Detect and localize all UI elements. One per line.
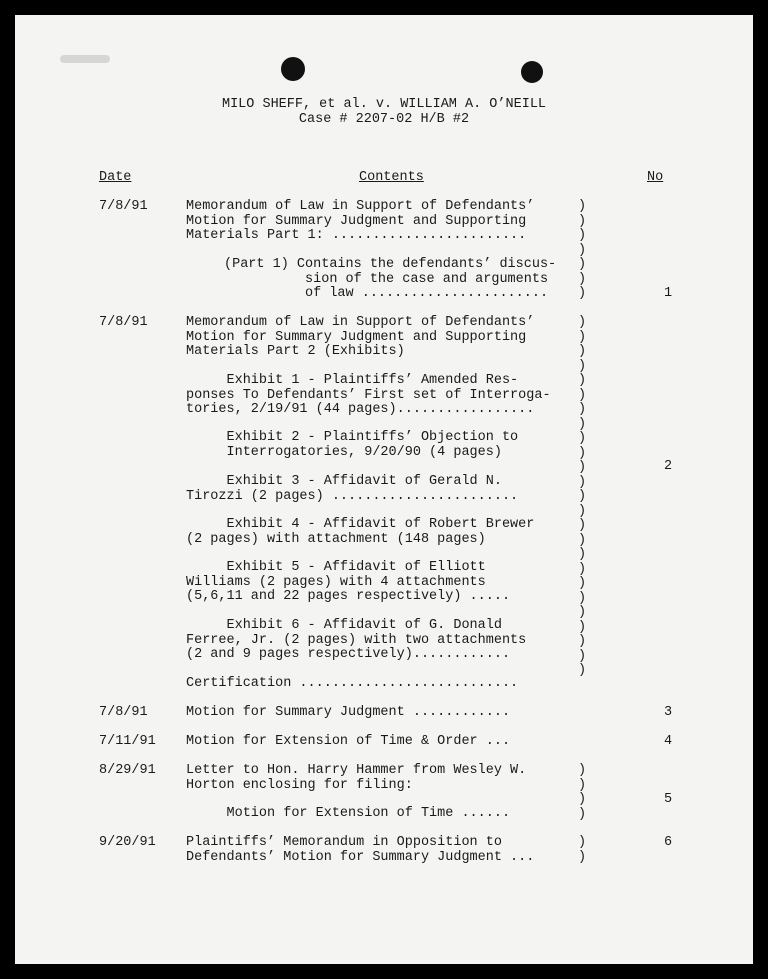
entry-note: (Part 1) Contains the defendants’ discus- sion of the case and arguments of law ....................... bbox=[224, 257, 557, 301]
certification-line: Certification ........................... bbox=[186, 676, 519, 691]
exhibit-item: Exhibit 5 - Affidavit of Elliott Williams (2 pages) with 4 attachments (5,6,11 and 22 pages respectively) ..... bbox=[186, 560, 511, 604]
bracket-column: ) ) ) ) bbox=[578, 763, 587, 822]
punch-hole bbox=[281, 57, 305, 81]
date-column-header: Date bbox=[99, 170, 132, 185]
entry-number: 5 bbox=[664, 792, 673, 807]
exhibit-item: Exhibit 3 - Affidavit of Gerald N. Tirozzi (2 pages) ....................... bbox=[186, 474, 519, 504]
entry-date: 7/8/91 bbox=[99, 315, 148, 330]
exhibit-item: Exhibit 4 - Affidavit of Robert Brewer (2 pages) with attachment (148 pages) bbox=[186, 517, 535, 547]
entry-description: Letter to Hon. Harry Hammer from Wesley W. Horton enclosing for filing: bbox=[186, 763, 527, 793]
entry-description: Motion for Extension of Time & Order ... bbox=[186, 734, 511, 749]
entry-number: 3 bbox=[664, 705, 673, 720]
bracket-column: ) ) ) ) ) ) ) ) ) ) ) ) ) ) ) ) ) ) ) ) ) ) ) ) ) bbox=[578, 315, 587, 678]
entry-number: 4 bbox=[664, 734, 673, 749]
case-title: MILO SHEFF, et al. v. WILLIAM A. O’NEILL bbox=[221, 97, 547, 112]
entry-date: 9/20/91 bbox=[99, 835, 156, 850]
entry-number: 6 bbox=[664, 835, 673, 850]
entry-description: Motion for Summary Judgment ............ bbox=[186, 705, 511, 720]
entry-date: 7/8/91 bbox=[99, 705, 148, 720]
entry-description: Memorandum of Law in Support of Defendants’ Motion for Summary Judgment and Supporting Materials Part 1: ........................ bbox=[186, 199, 535, 243]
entry-description: Memorandum of Law in Support of Defendants’ Motion for Summary Judgment and Supporting Materials Part 2 (Exhibits) bbox=[186, 315, 535, 359]
entry-date: 7/11/91 bbox=[99, 734, 156, 749]
bracket-column: ) ) ) ) ) ) ) bbox=[578, 199, 587, 301]
entry-description: Plaintiffs’ Memorandum in Opposition to Defendants’ Motion for Summary Judgment ... bbox=[186, 835, 535, 865]
exhibit-item: Exhibit 2 - Plaintiffs’ Objection to Interrogatories, 9/20/90 (4 pages) bbox=[226, 430, 519, 460]
no-column-header: No bbox=[647, 170, 664, 185]
exhibit-item: Exhibit 1 - Plaintiffs’ Amended Res- ponses To Defendants’ First set of Interroga- tories, 2/19/91 (44 pages)................. bbox=[186, 373, 551, 417]
bracket-column: ) ) bbox=[578, 835, 587, 865]
entry-note: Motion for Extension of Time ...... bbox=[186, 806, 511, 821]
entry-date: 8/29/91 bbox=[99, 763, 156, 778]
punch-hole bbox=[521, 61, 543, 83]
exhibit-item: Exhibit 6 - Affidavit of G. Donald Ferree, Jr. (2 pages) with two attachments (2 and 9 pages respectively)............ bbox=[186, 618, 527, 662]
contents-column-header: Contents bbox=[359, 170, 424, 185]
case-number: Case # 2207-02 H/B #2 bbox=[298, 112, 470, 127]
entry-number: 2 bbox=[664, 459, 673, 474]
entry-date: 7/8/91 bbox=[99, 199, 148, 214]
entry-number: 1 bbox=[664, 286, 673, 301]
smudge-mark bbox=[60, 55, 110, 63]
